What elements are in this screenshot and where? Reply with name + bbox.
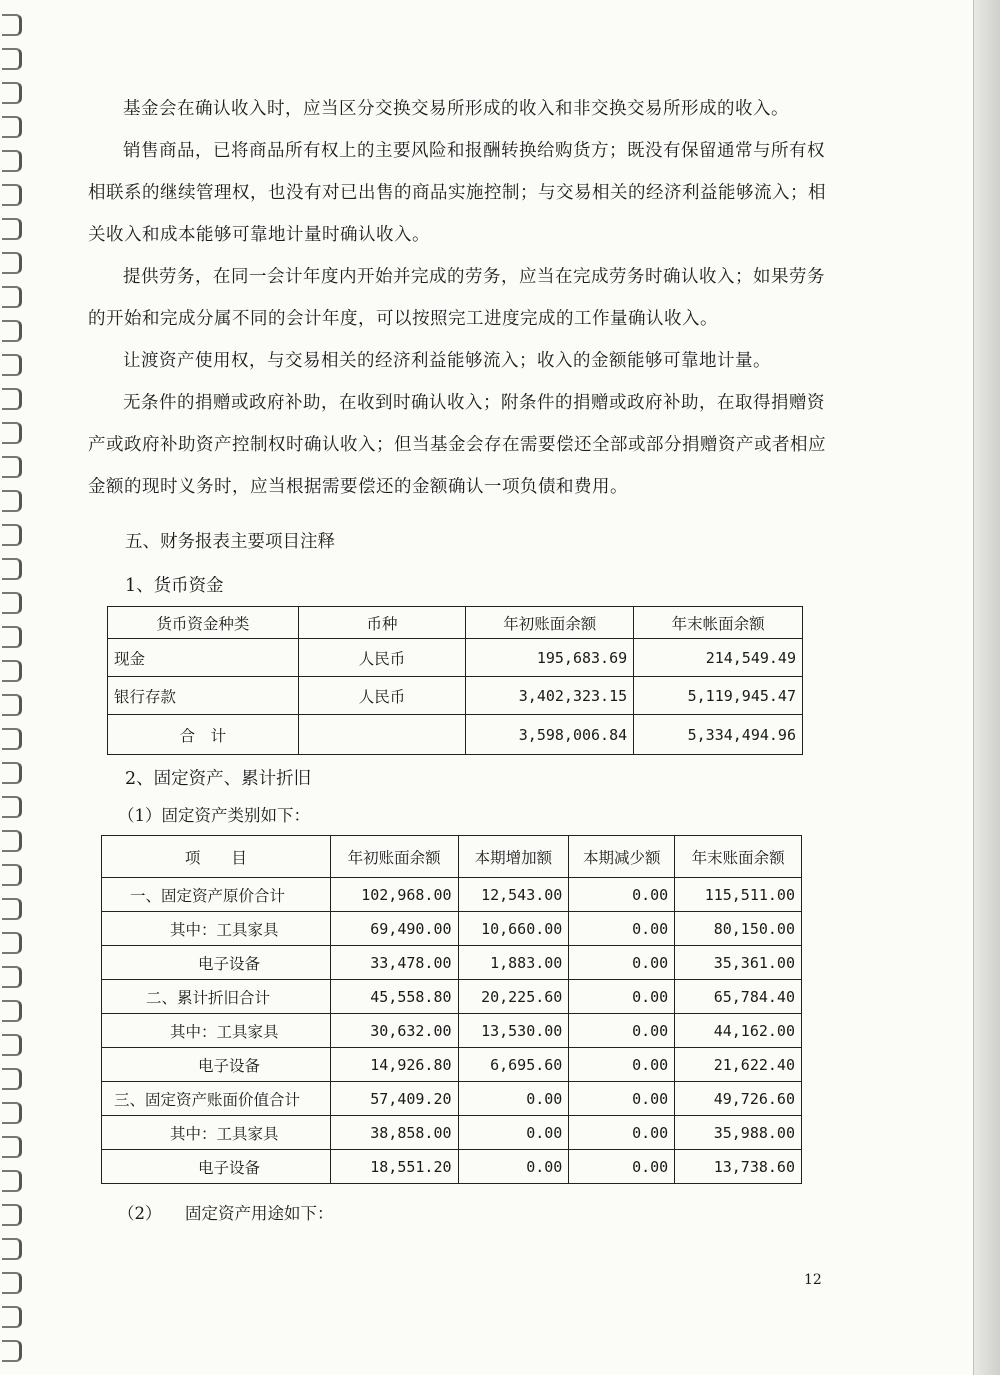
- table-cell: 115,511.00: [675, 878, 802, 912]
- paragraph-sale-of-goods: 销售商品，已将商品所有权上的主要风险和报酬转换给购货方；既没有保留通常与所有权相联系的继续管理权，也没有对已出售的商品实施控制；与交易相关的经济利益能够流入；相关收入和成本能够可靠地计量时确认收入。: [88, 141, 826, 245]
- table-cell: 45,558.80: [330, 980, 458, 1014]
- heading-fixed-assets-categories: （1）固定资产类别如下：: [118, 806, 310, 825]
- table-cell: 44,162.00: [675, 1014, 802, 1048]
- table-cell: 其中：工具家具: [102, 912, 331, 946]
- page-edge-shadow: [973, 0, 1000, 1375]
- binding-ring: [2, 1204, 22, 1226]
- table-cell: 0.00: [569, 946, 675, 980]
- table-cell: 0.00: [569, 1150, 675, 1184]
- table-cell: 一、固定资产原价合计: [102, 878, 331, 912]
- paragraph-services: 提供劳务，在同一会计年度内开始并完成的劳务，应当在完成劳务时确认收入；如果劳务的开始和完成分属不同的会计年度，可以按照完工进度完成的工作量确认收入。: [88, 267, 825, 329]
- spiral-binding: [0, 0, 26, 1375]
- table-row: [108, 639, 803, 677]
- binding-ring: [2, 82, 22, 104]
- binding-ring: [2, 1238, 22, 1260]
- heading-cash: 1、货币资金: [125, 576, 224, 596]
- table-cell: 其中：工具家具: [102, 1116, 331, 1150]
- binding-ring: [2, 1340, 22, 1362]
- binding-ring: [2, 286, 22, 308]
- table-header-cell: 年末帐面余额: [634, 607, 803, 639]
- table-row: [102, 1082, 802, 1116]
- table-header-cell: 年末账面余额: [675, 836, 802, 878]
- binding-ring: [2, 218, 22, 240]
- heading-fixed-assets: 2、固定资产、累计折旧: [125, 769, 312, 789]
- binding-ring: [2, 796, 22, 818]
- table-cell: 12,543.00: [458, 878, 569, 912]
- table-cell: 13,738.60: [675, 1150, 802, 1184]
- table-row: [108, 677, 803, 715]
- table-cell: 现金: [108, 639, 299, 677]
- table-cell: 20,225.60: [458, 980, 569, 1014]
- table-cell: 三、固定资产账面价值合计: [102, 1082, 331, 1116]
- table-cell: 0.00: [569, 1116, 675, 1150]
- table-cell: 0.00: [569, 1048, 675, 1082]
- table-cell: 人民币: [298, 677, 466, 715]
- paragraph-donations: 无条件的捐赠或政府补助，在收到时确认收入；附条件的捐赠或政府补助，在取得捐赠资产或政府补助资产控制权时确认收入；但当基金会存在需要偿还全部或部分捐赠资产或者相应金额的现时义务时，应当根据需要偿还的金额确认一项负债和费用。: [88, 393, 826, 497]
- binding-ring: [2, 932, 22, 954]
- table-row: [102, 912, 802, 946]
- cash-table: [107, 606, 803, 755]
- table-header-cell: 本期减少额: [569, 836, 675, 878]
- heading-fixed-assets-usage: 固定资产用途如下：: [185, 1204, 334, 1223]
- table-header-row: [102, 836, 802, 878]
- table-cell: 0.00: [458, 1116, 569, 1150]
- table-row: [102, 980, 802, 1014]
- heading-fixed-assets-usage-number: （2）: [118, 1204, 162, 1223]
- table-row: [108, 715, 803, 755]
- binding-ring: [2, 48, 22, 70]
- table-cell: 其中：工具家具: [102, 1014, 331, 1048]
- table-cell: 电子设备: [102, 1048, 331, 1082]
- table-row: [102, 878, 802, 912]
- binding-ring: [2, 966, 22, 988]
- table-header-cell: 年初账面余额: [330, 836, 458, 878]
- table-row: [102, 1150, 802, 1184]
- table-cell: 0.00: [458, 1082, 569, 1116]
- table-header-row: [108, 607, 803, 639]
- table-cell: 0.00: [569, 980, 675, 1014]
- table-header-cell: 本期增加额: [458, 836, 569, 878]
- table-cell: 57,409.20: [330, 1082, 458, 1116]
- table-header-cell: 币种: [298, 607, 466, 639]
- table-cell: 电子设备: [102, 1150, 331, 1184]
- table-cell: 195,683.69: [466, 639, 634, 677]
- table-header-cell: 项 目: [102, 836, 331, 878]
- table-cell: 69,490.00: [330, 912, 458, 946]
- binding-ring: [2, 1272, 22, 1294]
- table-cell: 电子设备: [102, 946, 331, 980]
- table-cell: 214,549.49: [634, 639, 803, 677]
- table-cell: 102,968.00: [330, 878, 458, 912]
- table-cell: 二、累计折旧合计: [102, 980, 331, 1014]
- table-header-cell: 货币资金种类: [108, 607, 299, 639]
- binding-ring: [2, 864, 22, 886]
- section-heading-notes: 五、财务报表主要项目注释: [125, 532, 335, 552]
- table-cell: 21,622.40: [675, 1048, 802, 1082]
- table-cell: 3,402,323.15: [466, 677, 634, 715]
- table-cell: 0.00: [569, 912, 675, 946]
- table-cell: 33,478.00: [330, 946, 458, 980]
- table-row: [102, 1048, 802, 1082]
- binding-ring: [2, 490, 22, 512]
- binding-ring: [2, 1170, 22, 1192]
- table-cell: 30,632.00: [330, 1014, 458, 1048]
- binding-ring: [2, 422, 22, 444]
- paragraph-income-recognition: 基金会在确认收入时，应当区分交换交易所形成的收入和非交换交易所形成的收入。: [123, 99, 789, 119]
- binding-ring: [2, 762, 22, 784]
- binding-ring: [2, 456, 22, 478]
- binding-ring: [2, 388, 22, 410]
- table-cell: 0.00: [458, 1150, 569, 1184]
- table-cell: 3,598,006.84: [466, 715, 634, 755]
- fixed-assets-table: [101, 835, 802, 1184]
- table-cell: 0.00: [569, 1082, 675, 1116]
- table-cell: 35,361.00: [675, 946, 802, 980]
- binding-ring: [2, 1102, 22, 1124]
- table-cell: 6,695.60: [458, 1048, 569, 1082]
- table-cell: 0.00: [569, 1014, 675, 1048]
- binding-ring: [2, 524, 22, 546]
- binding-ring: [2, 252, 22, 274]
- table-cell: 65,784.40: [675, 980, 802, 1014]
- binding-ring: [2, 694, 22, 716]
- table-row: [102, 1116, 802, 1150]
- binding-ring: [2, 184, 22, 206]
- table-cell: 13,530.00: [458, 1014, 569, 1048]
- table-header-cell: 年初账面余额: [466, 607, 634, 639]
- table-cell: 38,858.00: [330, 1116, 458, 1150]
- table-cell: 5,334,494.96: [634, 715, 803, 755]
- table-cell: 0.00: [569, 878, 675, 912]
- binding-ring: [2, 1000, 22, 1022]
- table-cell: 5,119,945.47: [634, 677, 803, 715]
- page-number: 12: [804, 1272, 822, 1288]
- table-row: [102, 1014, 802, 1048]
- binding-ring: [2, 116, 22, 138]
- binding-ring: [2, 14, 22, 36]
- table-cell: 14,926.80: [330, 1048, 458, 1082]
- binding-ring: [2, 320, 22, 342]
- table-cell: 18,551.20: [330, 1150, 458, 1184]
- binding-ring: [2, 1306, 22, 1328]
- binding-ring: [2, 1034, 22, 1056]
- binding-ring: [2, 1068, 22, 1090]
- paragraph-asset-use-rights: 让渡资产使用权，与交易相关的经济利益能够流入；收入的金额能够可靠地计量。: [123, 351, 771, 371]
- binding-ring: [2, 150, 22, 172]
- table-cell: 10,660.00: [458, 912, 569, 946]
- table-cell: 银行存款: [108, 677, 299, 715]
- table-cell: 合 计: [108, 715, 299, 755]
- table-cell: 1,883.00: [458, 946, 569, 980]
- table-cell: 49,726.60: [675, 1082, 802, 1116]
- binding-ring: [2, 592, 22, 614]
- binding-ring: [2, 898, 22, 920]
- binding-ring: [2, 660, 22, 682]
- binding-ring: [2, 830, 22, 852]
- binding-ring: [2, 1136, 22, 1158]
- binding-ring: [2, 626, 22, 648]
- table-cell: 人民币: [298, 639, 466, 677]
- binding-ring: [2, 728, 22, 750]
- table-row: [102, 946, 802, 980]
- table-cell: [298, 715, 466, 755]
- table-cell: 80,150.00: [675, 912, 802, 946]
- binding-ring: [2, 354, 22, 376]
- table-cell: 35,988.00: [675, 1116, 802, 1150]
- binding-ring: [2, 558, 22, 580]
